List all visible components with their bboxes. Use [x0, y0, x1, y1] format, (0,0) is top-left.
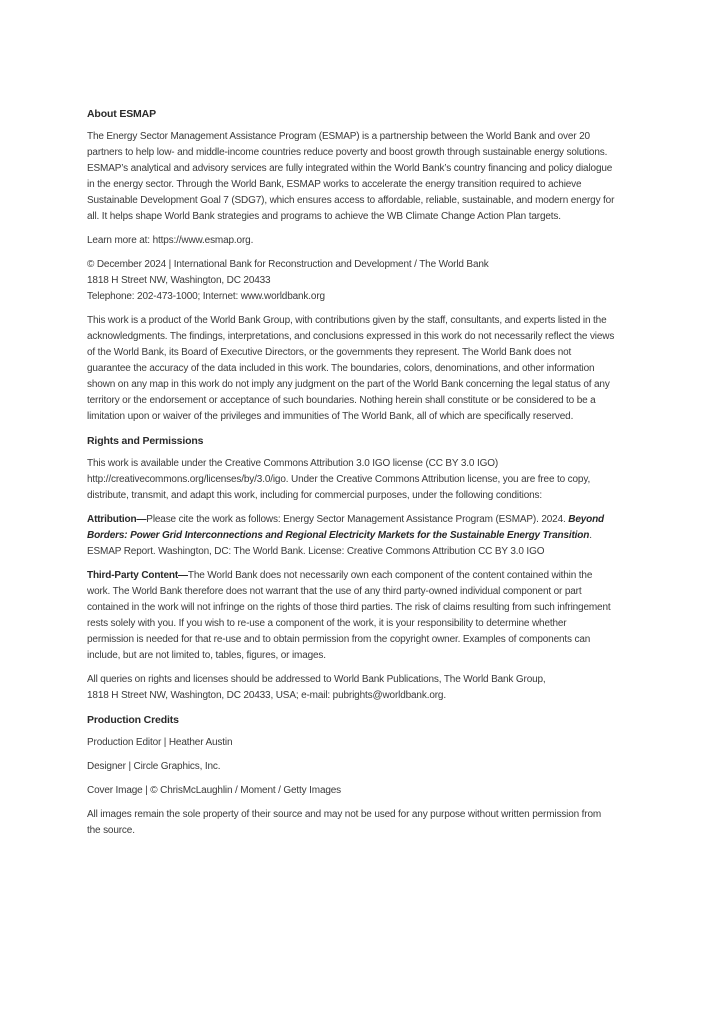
learn-more-text: Learn more at: https://www.esmap.org. — [87, 235, 254, 246]
attribution-title: Beyond Borders: Power Grid Interconnections and Regional Electricity Markets for the Sustainable Energy Transition — [87, 514, 605, 541]
about-paragraph: The Energy Sector Management Assistance Program (ESMAP) is a partnership between the World Bank and over 20 partners to help low- and middle-income countries reduce poverty and boost growth through sustainable energy solutions. ESMAP’s analytical and advisory services are fully integrated within the World Bank’s country financing and policy dialogue in the energy sector. Through the World Bank, ESMAP works to accelerate the energy transition required to achieve Sustainable Development Goal 7 (SDG7), which ensures access to affordable, reliable, sustainable, and modern energy for all. It helps shape World Bank strategies and programs to achieve the WB Climate Change Action Plan targets. — [87, 131, 615, 222]
disclaimer-paragraph: This work is a product of the World Bank Group, with contributions given by the staff, consultants, and experts listed in the acknowledgments. The findings, interpretations, and conclusions expressed in this work do not necessarily reflect the views of the World Bank, its Board of Executive Directors, or the governments they represent. The World Bank does not guarantee the accuracy of the data included in this work. The boundaries, colors, denominations, and other information shown on any map in this work do not imply any judgment on the part of the World Bank concerning the legal status of any territory or the endorsement or acceptance of such boundaries. Nothing herein shall constitute or be considered to be a limitation upon or waiver of the privileges and immunities of The World Bank, all of which are specifically reserved. — [87, 315, 615, 422]
queries-address-line: 1818 H Street NW, Washington, DC 20433, USA; e-mail: pubrights@worldbank.org. — [87, 690, 446, 701]
images-note: All images remain the sole property of their source and may not be used for any purpose without written permission from the source. — [87, 809, 602, 836]
production-editor: Production Editor | Heather Austin — [87, 737, 233, 748]
third-party-lead: Third-Party Content— — [87, 570, 188, 581]
attribution-pre: Please cite the work as follows: Energy Sector Management Assistance Program (ESMAP). 2024. — [146, 514, 569, 525]
copyright-line: © December 2024 | International Bank for Reconstruction and Development / The World Bank — [87, 259, 489, 270]
queries-line: All queries on rights and licenses should be addressed to World Bank Publications, The World Bank Group, — [87, 674, 546, 685]
attribution-post: . ESMAP Report. Washington, DC: The World Bank. License: Creative Commons Attribution CC BY 3.0 IGO — [87, 530, 592, 557]
attribution-paragraph — [87, 512, 615, 560]
third-party-paragraph — [87, 568, 615, 664]
third-party-text: The World Bank does not necessarily own each component of the content contained within the work. The World Bank therefore does not warrant that the use of any third party-owned individual component or part contained in the work will not infringe on the rights of those third parties. The risk of claims resulting from such infringement rests solely with you. If you wish to re-use a component of the work, it is your responsibility to determine whether permission is needed for that re-use and to obtain permission from the copyright owner. Examples of components can include, but are not limited to, tables, figures, or images. — [87, 570, 611, 661]
designer-credit: Designer | Circle Graphics, Inc. — [87, 761, 221, 772]
about-heading: About ESMAP — [87, 108, 156, 120]
attribution-lead: Attribution— — [87, 514, 147, 525]
queries-paragraph — [87, 672, 615, 704]
cover-image-credit: Cover Image | © ChrisMcLaughlin / Moment / Getty Images — [87, 785, 342, 796]
contact-line: Telephone: 202-473-1000; Internet: www.worldbank.org — [87, 291, 325, 302]
copyright-page — [87, 106, 615, 847]
copyright-block — [87, 257, 615, 305]
license-paragraph: This work is available under the Creative Commons Attribution 3.0 IGO license (CC BY 3.0 IGO) http://creativecommons.org/licenses/by/3.0/igo. Under the Creative Commons Attribution license, you are free to copy, distribute, transmit, and adapt this work, including for commercial purposes, under the following conditions: — [87, 458, 591, 501]
production-heading: Production Credits — [87, 714, 179, 726]
address-line: 1818 H Street NW, Washington, DC 20433 — [87, 275, 271, 286]
rights-heading: Rights and Permissions — [87, 435, 204, 447]
